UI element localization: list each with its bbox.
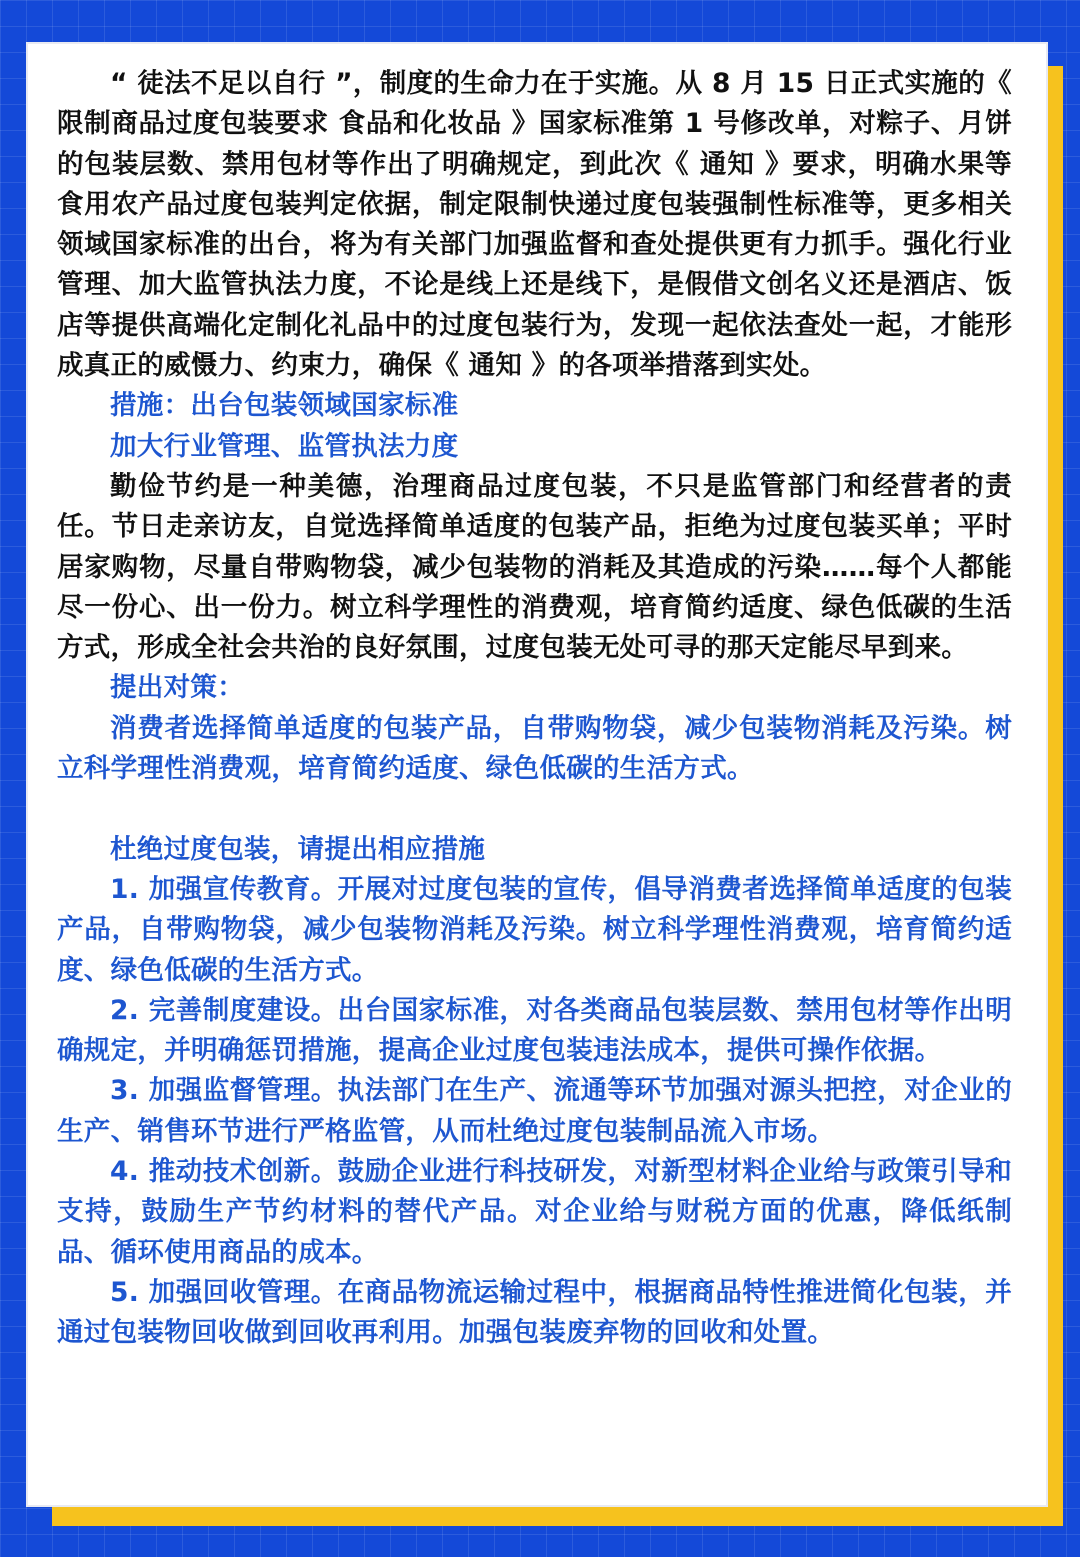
heading-countermeasures: 提出对策： (110, 672, 244, 704)
measure-item-3: 3. 加强监督管理。执法部门在生产、流通等环节加强对源头把控，对企业的生产、销售环节进行严格监管，从而杜绝过度包装制品流入市场。 (57, 1075, 1012, 1147)
paragraph-countermeasures: 消费者选择简单适度的包装产品，自带购物袋，减少包装物消耗及污染。树立科学理性消费观，培育简约适度、绿色低碳的生活方式。 (57, 712, 1012, 785)
heading-eliminate-packaging: 杜绝过度包装，请提出相应措施 (110, 833, 486, 865)
heading-measure-supervision: 加大行业管理、监管执法力度 (110, 430, 459, 462)
measure-item-4: 4. 推动技术创新。鼓励企业进行科技研发，对新型材料企业给与政策引导和支持，鼓励生产节约材料的替代产品。对企业给与财税方面的优惠，降低纸制品、循环使用商品的成本。 (57, 1156, 1012, 1268)
measure-item-1: 1. 加强宣传教育。开展对过度包装的宣传，倡导消费者选择简单适度的包装产品，自带购物袋，减少包装物消耗及污染。树立科学理性消费观，培育简约适度、绿色低碳的生活方式。 (57, 873, 1012, 986)
paragraph-frugality: 勤俭节约是一种美德，治理商品过度包装，不只是监管部门和经营者的责任。节日走亲访友，自觉选择简单适度的包装产品，拒绝为过度包装买单；平时居家购物，尽量自带购物袋，减少包装物的消耗及其造成的污染……每个人都能尽一份心、出一份力。树立科学理性的消费观，培育简约适度、绿色低碳的生活方式，形成全社会共治的良好氛围，过度包装无处可寻的那天定能尽早到来。 (57, 470, 1012, 664)
spacer (57, 789, 1012, 829)
measure-item-5: 5. 加强回收管理。在商品物流运输过程中，根据商品特性推进简化包装，并通过包装物回收做到回收再利用。加强包装废弃物的回收和处置。 (57, 1276, 1012, 1349)
heading-measure-standard: 措施：出台包装领域国家标准 (110, 390, 459, 422)
article-content (57, 64, 1012, 1354)
measure-item-2: 2. 完善制度建设。出台国家标准，对各类商品包装层数、禁用包材等作出明确规定，并明确惩罚措施，提高企业过度包装违法成本，提供可操作依据。 (57, 994, 1012, 1067)
paragraph-law-enforcement: “ 徒法不足以自行 ”，制度的生命力在于实施。从 8 月 15 日正式实施的《 限制商品过度包装要求 食品和化妆品 》国家标准第 1 号修改单，对粽子、月饼的包装层数、禁用包材等作出了明确规定，到此次《 通知 》要求，明确水果等食用农产品过度包装判定依据，制定限制快递过度包装强制性标准等，更多相关领域国家标准的出台，将为有关部门加强监督和查处提供更有力抓手。强化行业管理、加大监管执法力度，不论是线上还是线下，是假借文创名义还是酒店、饭店等提供高端化定制化礼品中的过度包装行为，发现一起依法查处一起，才能形成真正的威慑力、约束力，确保《 通知 》的各项举措落到实处。 (57, 68, 1012, 382)
